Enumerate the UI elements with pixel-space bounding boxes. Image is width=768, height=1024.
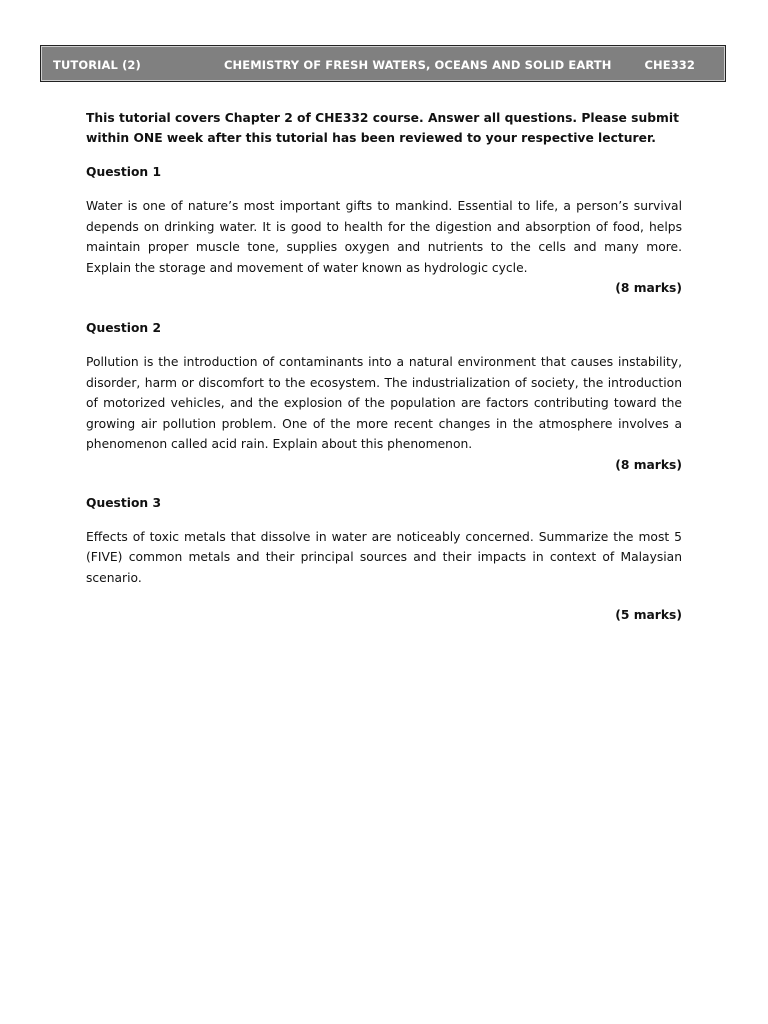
question-text: Water is one of nature’s most important gifts to mankind. Essential to life, a person’s survival depends on drinking water. It is good to health for the digestion and absorption of food, helps maintain proper muscle tone, supplies oxygen and nutrients to the cells and many more. Explain the storage and movement of water known as hydrologic cycle.: [86, 199, 682, 275]
header-bar: [40, 45, 726, 82]
document-body: [86, 108, 682, 625]
tutorial-number: TUTORIAL (2): [53, 58, 141, 72]
question-marks: (8 marks): [615, 457, 682, 472]
spacer: [86, 475, 682, 493]
question-1: [86, 162, 682, 298]
question-title: Question 1: [86, 165, 162, 179]
question-marks: (5 marks): [615, 608, 682, 622]
question-title: Question 3: [86, 495, 162, 510]
question-2: [86, 318, 682, 475]
course-title: CHEMISTRY OF FRESH WATERS, OCEANS AND SOLID EARTH: [224, 58, 612, 72]
question-marks: (8 marks): [615, 281, 682, 295]
question-title: Question 2: [86, 321, 162, 335]
question-3: [86, 493, 682, 626]
intro-instructions: This tutorial covers Chapter 2 of CHE332 course. Answer all questions. Please submit within ONE week after this tutorial has been reviewed to your respective lecturer.: [86, 111, 679, 145]
spacer: [86, 588, 682, 605]
spacer: [86, 298, 682, 318]
course-code: CHE332: [644, 58, 695, 72]
question-text: Pollution is the introduction of contaminants into a natural environment that causes instability, disorder, harm or discomfort to the ecosystem. The industrialization of society, the introduction of motorized vehicles, and the explosion of the population are factors contributing toward the growing air pollution problem. One of the more recent changes in the atmosphere involves a phenomenon called acid rain. Explain about this phenomenon.: [86, 355, 682, 451]
question-text: Effects of toxic metals that dissolve in water are noticeably concerned. Summarize the most 5 (FIVE) common metals and their principal sources and their impacts in context of Malaysian scenario.: [86, 529, 682, 585]
